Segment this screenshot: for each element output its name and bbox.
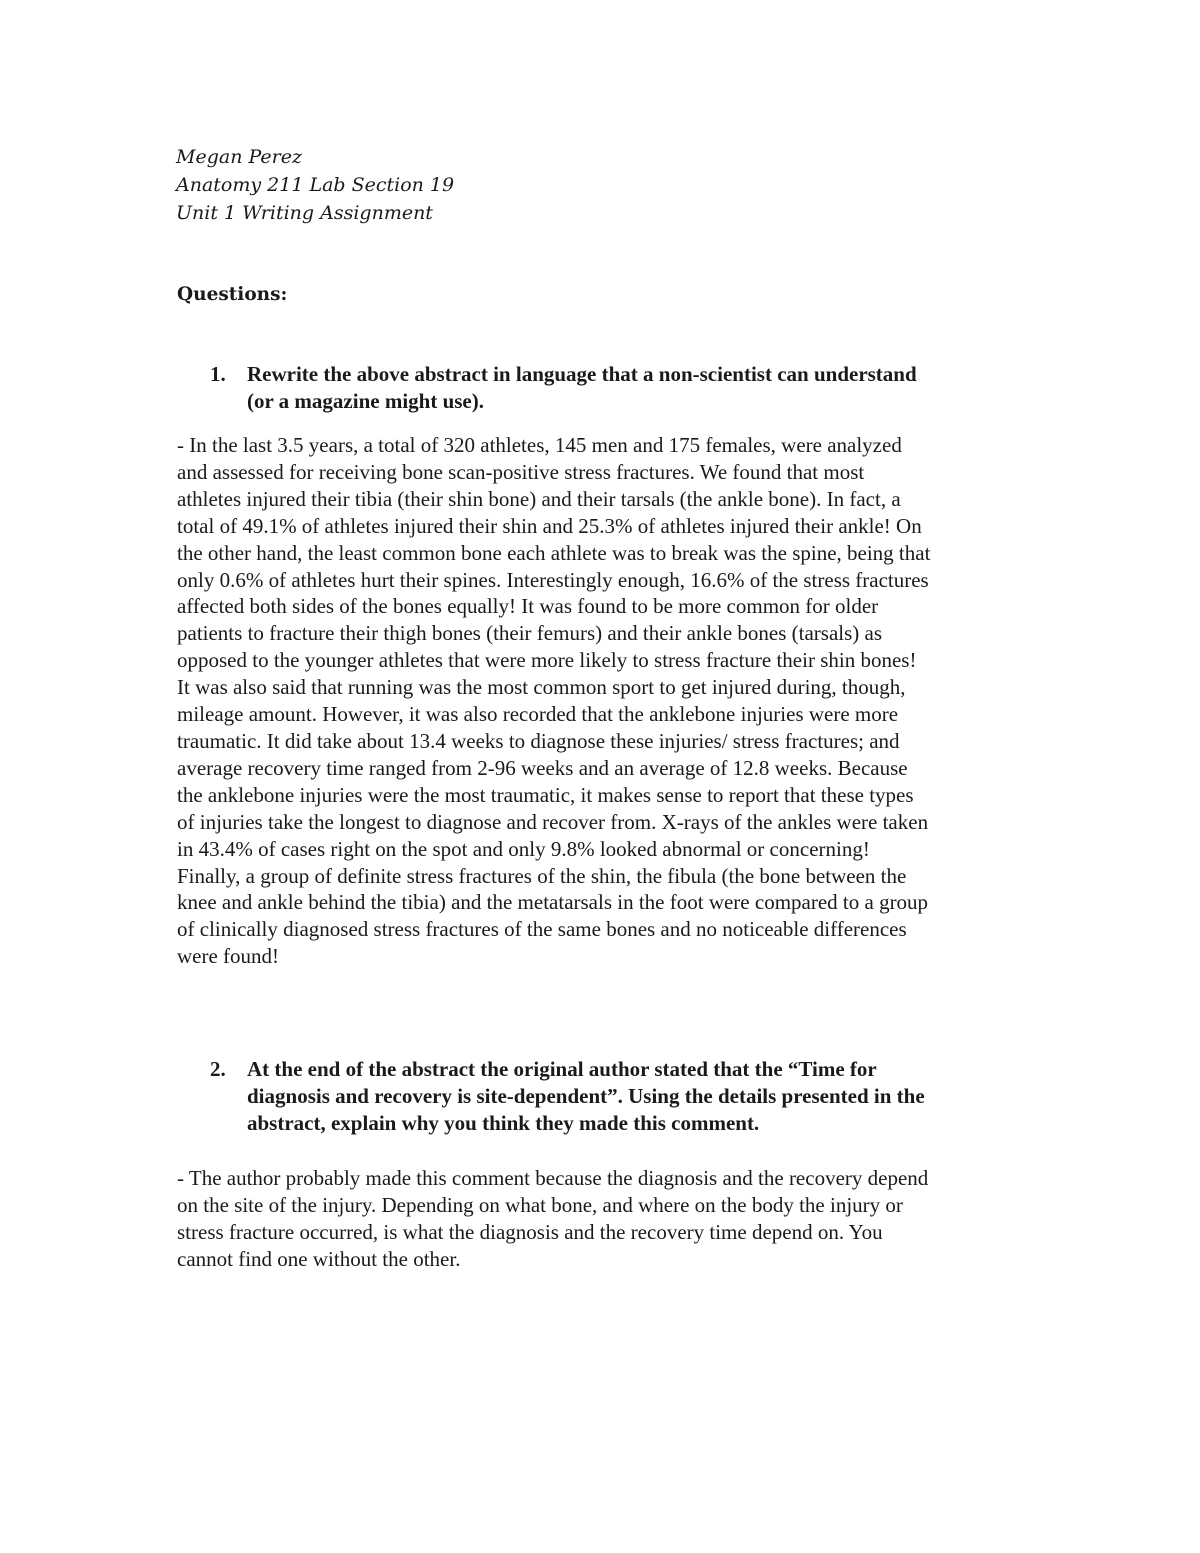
answer-line: patients to fracture their thigh bones (their femurs) and their ankle bones (tarsals) as bbox=[177, 621, 883, 646]
answer-line: on the site of the injury. Depending on what bone, and where on the body the injury or bbox=[177, 1192, 903, 1217]
answer-line: were found! bbox=[177, 944, 280, 969]
answer-line: cannot find one without the other. bbox=[177, 1246, 461, 1271]
answer-line: Finally, a group of definite stress fractures of the shin, the fibula (the bone between the bbox=[177, 863, 907, 888]
answer-line: total of 49.1% of athletes injured their shin and 25.3% of athletes injured their ankle! On bbox=[177, 513, 922, 538]
question-prompt-line: Rewrite the above abstract in language that a non-scientist can understand bbox=[247, 362, 917, 386]
answer-line: - In the last 3.5 years, a total of 320 athletes, 145 men and 175 females, were analyzed bbox=[177, 433, 902, 457]
question-prompt-line: At the end of the abstract the original author stated that the “Time for bbox=[247, 1057, 877, 1081]
question-number: 2. bbox=[210, 1057, 226, 1081]
answer-line: knee and ankle behind the tibia) and the metatarsals in the foot were compared to a group bbox=[177, 890, 929, 915]
answer-line: affected both sides of the bones equally! It was found to be more common for older bbox=[177, 594, 879, 619]
course-name: Anatomy 211 Lab Section 19 bbox=[176, 174, 455, 196]
answer-line: of injuries take the longest to diagnose and recover from. X-rays of the ankles were taken bbox=[177, 809, 929, 834]
answer-line: of clinically diagnosed stress fractures of the same bones and no noticeable differences bbox=[177, 917, 907, 942]
question-number: 1. bbox=[210, 362, 226, 386]
question-1-prompt bbox=[210, 361, 1030, 415]
question-prompt-line: (or a magazine might use). bbox=[247, 389, 484, 413]
answer-line: average recovery time ranged from 2-96 weeks and an average of 12.8 weeks. Because bbox=[177, 755, 908, 780]
answer-line: in 43.4% of cases right on the spot and only 9.8% looked abnormal or concerning! bbox=[177, 836, 870, 861]
answer-line: It was also said that running was the most common sport to get injured during, though, bbox=[177, 675, 906, 700]
answer-line: opposed to the younger athletes that were more likely to stress fracture their shin bones! bbox=[177, 648, 917, 673]
assignment-title: Unit 1 Writing Assignment bbox=[176, 202, 433, 224]
author-name: Megan Perez bbox=[176, 146, 302, 168]
question-2-answer bbox=[177, 1165, 1037, 1273]
answer-line: and assessed for receiving bone scan-positive stress fractures. We found that most bbox=[177, 459, 865, 484]
answer-line: - The author probably made this comment because the diagnosis and the recovery depend bbox=[177, 1166, 929, 1190]
question-prompt-line: abstract, explain why you think they made this comment. bbox=[247, 1111, 760, 1135]
answer-line: the other hand, the least common bone each athlete was to break was the spine, being that bbox=[177, 540, 931, 565]
question-1-answer bbox=[177, 432, 1037, 970]
answer-line: stress fracture occurred, is what the diagnosis and the recovery time depend on. You bbox=[177, 1219, 883, 1244]
answer-line: the anklebone injuries were the most traumatic, it makes sense to report that these types bbox=[177, 782, 914, 807]
document-header bbox=[176, 143, 876, 227]
answer-line: athletes injured their tibia (their shin bone) and their tarsals (the ankle bone). In fact, a bbox=[177, 486, 901, 511]
question-prompt-line: diagnosis and recovery is site-dependent”. Using the details presented in the bbox=[247, 1084, 925, 1108]
questions-heading: Questions: bbox=[177, 284, 288, 305]
answer-line: only 0.6% of athletes hurt their spines. Interestingly enough, 16.6% of the stress fractures bbox=[177, 567, 929, 592]
answer-line: mileage amount. However, it was also recorded that the anklebone injuries were more bbox=[177, 702, 899, 727]
answer-line: traumatic. It did take about 13.4 weeks to diagnose these injuries/ stress fractures; and bbox=[177, 728, 900, 753]
question-2-prompt bbox=[210, 1056, 1030, 1137]
